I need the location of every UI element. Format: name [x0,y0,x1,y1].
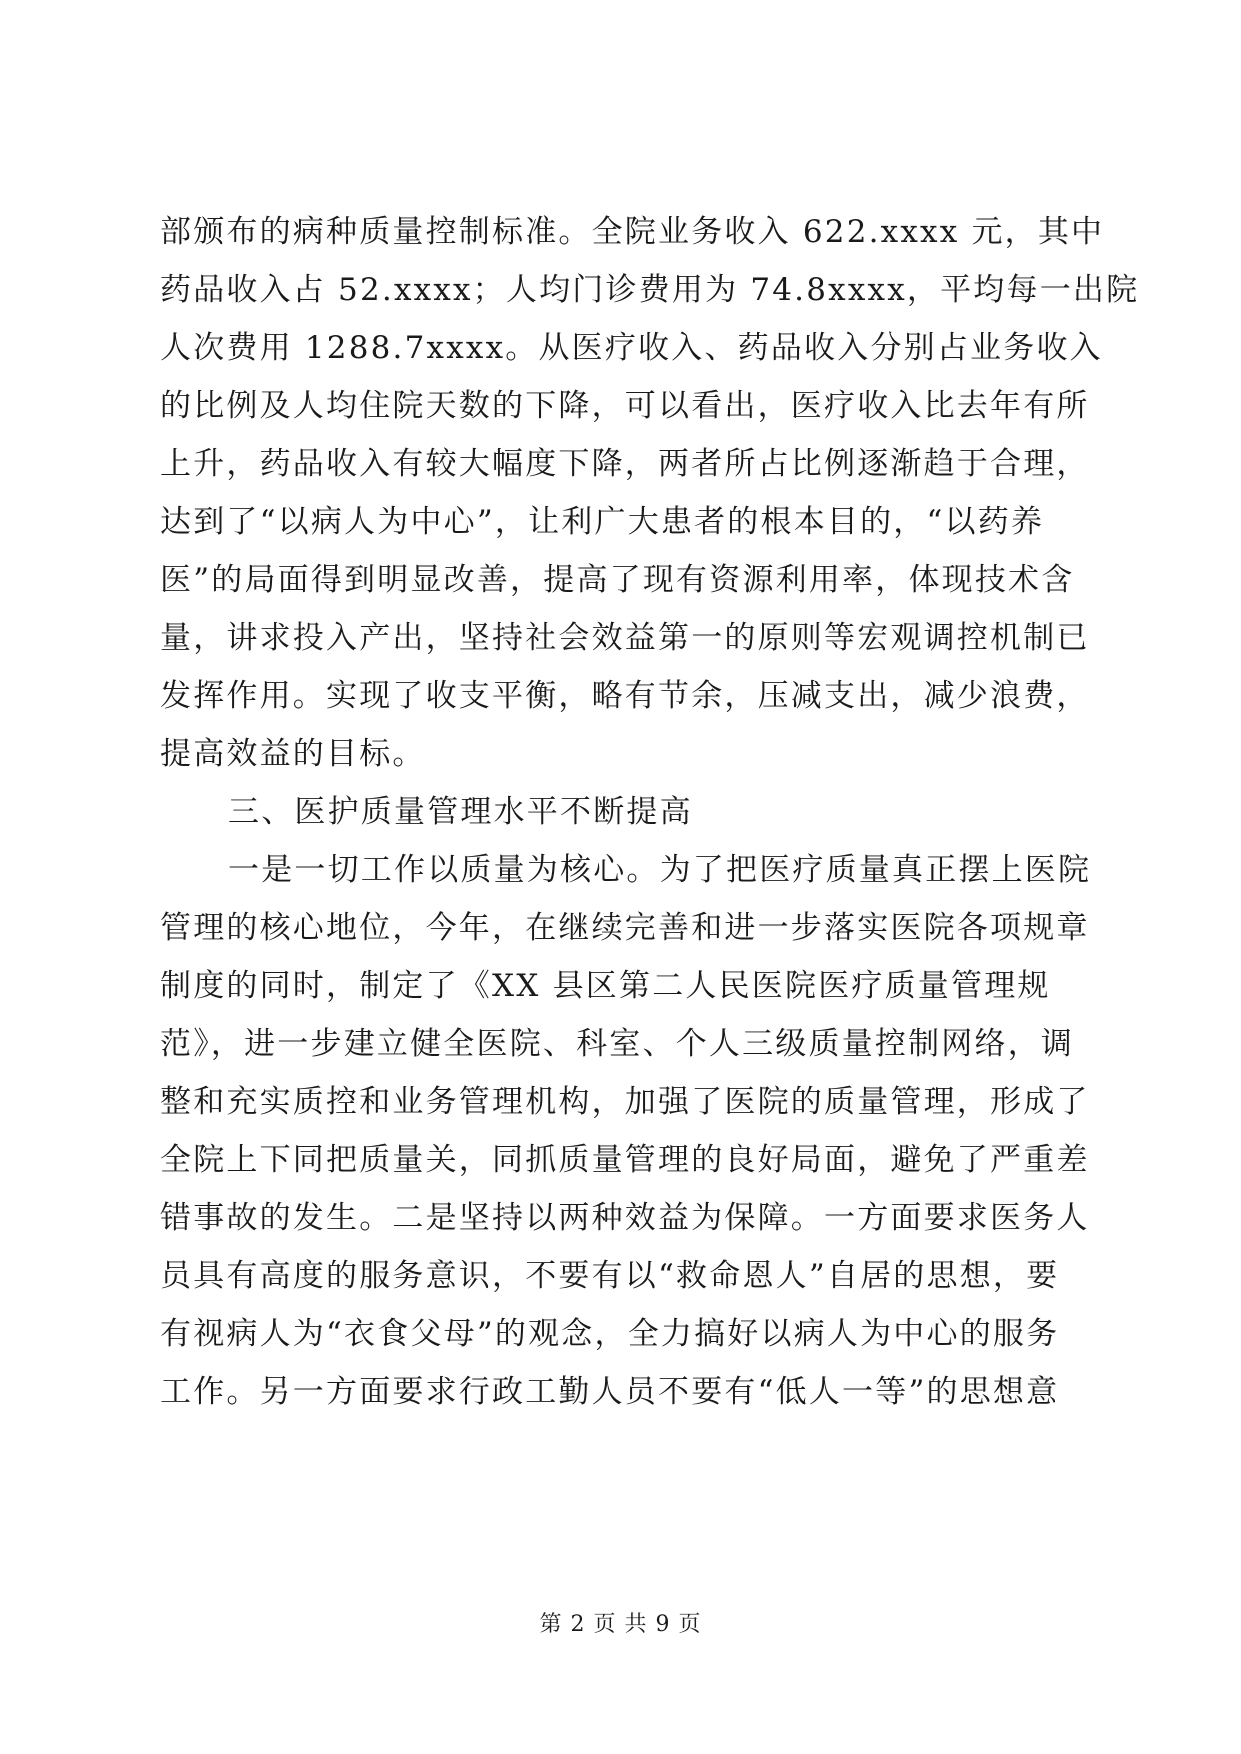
body-text-line: 上升，药品收入有较大幅度下降，两者所占比例逐渐趋于合理， [160,446,1090,482]
body-text-line: 错事故的发生。二是坚持以两种效益为保障。一方面要求医务人 [160,1200,1090,1236]
body-text-line: 的比例及人均住院天数的下降，可以看出，医疗收入比去年有所 [160,388,1090,424]
body-text-line: 部颁布的病种质量控制标准。全院业务收入 622.xxxx 元，其中 [160,214,1105,250]
body-text-line: 人次费用 1288.7xxxx。从医疗收入、药品收入分别占业务收入 [160,330,1103,366]
body-text-line: 有视病人为“衣食父母”的观念，全力搞好以病人为中心的服务 [160,1316,1060,1352]
page-number-footer: 第 2 页 共 9 页 [539,1612,702,1637]
paragraph-first-line: 一是一切工作以质量为核心。为了把医疗质量真正摆上医院 [228,852,1092,888]
body-text-line: 全院上下同把质量关，同抓质量管理的良好局面，避免了严重差 [160,1142,1090,1178]
body-text-line: 提高效益的目标。 [160,736,426,772]
body-text-line: 发挥作用。实现了收支平衡，略有节余，压减支出，减少浪费， [160,678,1090,714]
body-text-line: 药品收入占 52.xxxx；人均门诊费用为 74.8xxxx，平均每一出院 [160,272,1140,308]
body-text-line: 医”的局面得到明显改善，提高了现有资源利用率，体现技术含 [160,562,1075,598]
body-text-line: 管理的核心地位，今年，在继续完善和进一步落实医院各项规章 [160,910,1090,946]
body-text-line: 工作。另一方面要求行政工勤人员不要有“低人一等”的思想意 [160,1374,1060,1410]
body-text-line: 整和充实质控和业务管理机构，加强了医院的质量管理，形成了 [160,1084,1090,1120]
section-heading: 三、医护质量管理水平不断提高 [228,794,693,830]
body-text-line: 员具有高度的服务意识，不要有以“救命恩人”自居的思想，要 [160,1258,1060,1294]
body-text-line: 量，讲求投入产出，坚持社会效益第一的原则等宏观调控机制已 [160,620,1090,656]
body-text-line: 制度的同时，制定了《XX 县区第二人民医院医疗质量管理规 [160,968,1051,1004]
body-text-line: 达到了“以病人为中心”，让利广大患者的根本目的，“以药养 [160,504,1045,540]
body-text-line: 范》，进一步建立健全医院、科室、个人三级质量控制网络，调 [160,1026,1075,1062]
